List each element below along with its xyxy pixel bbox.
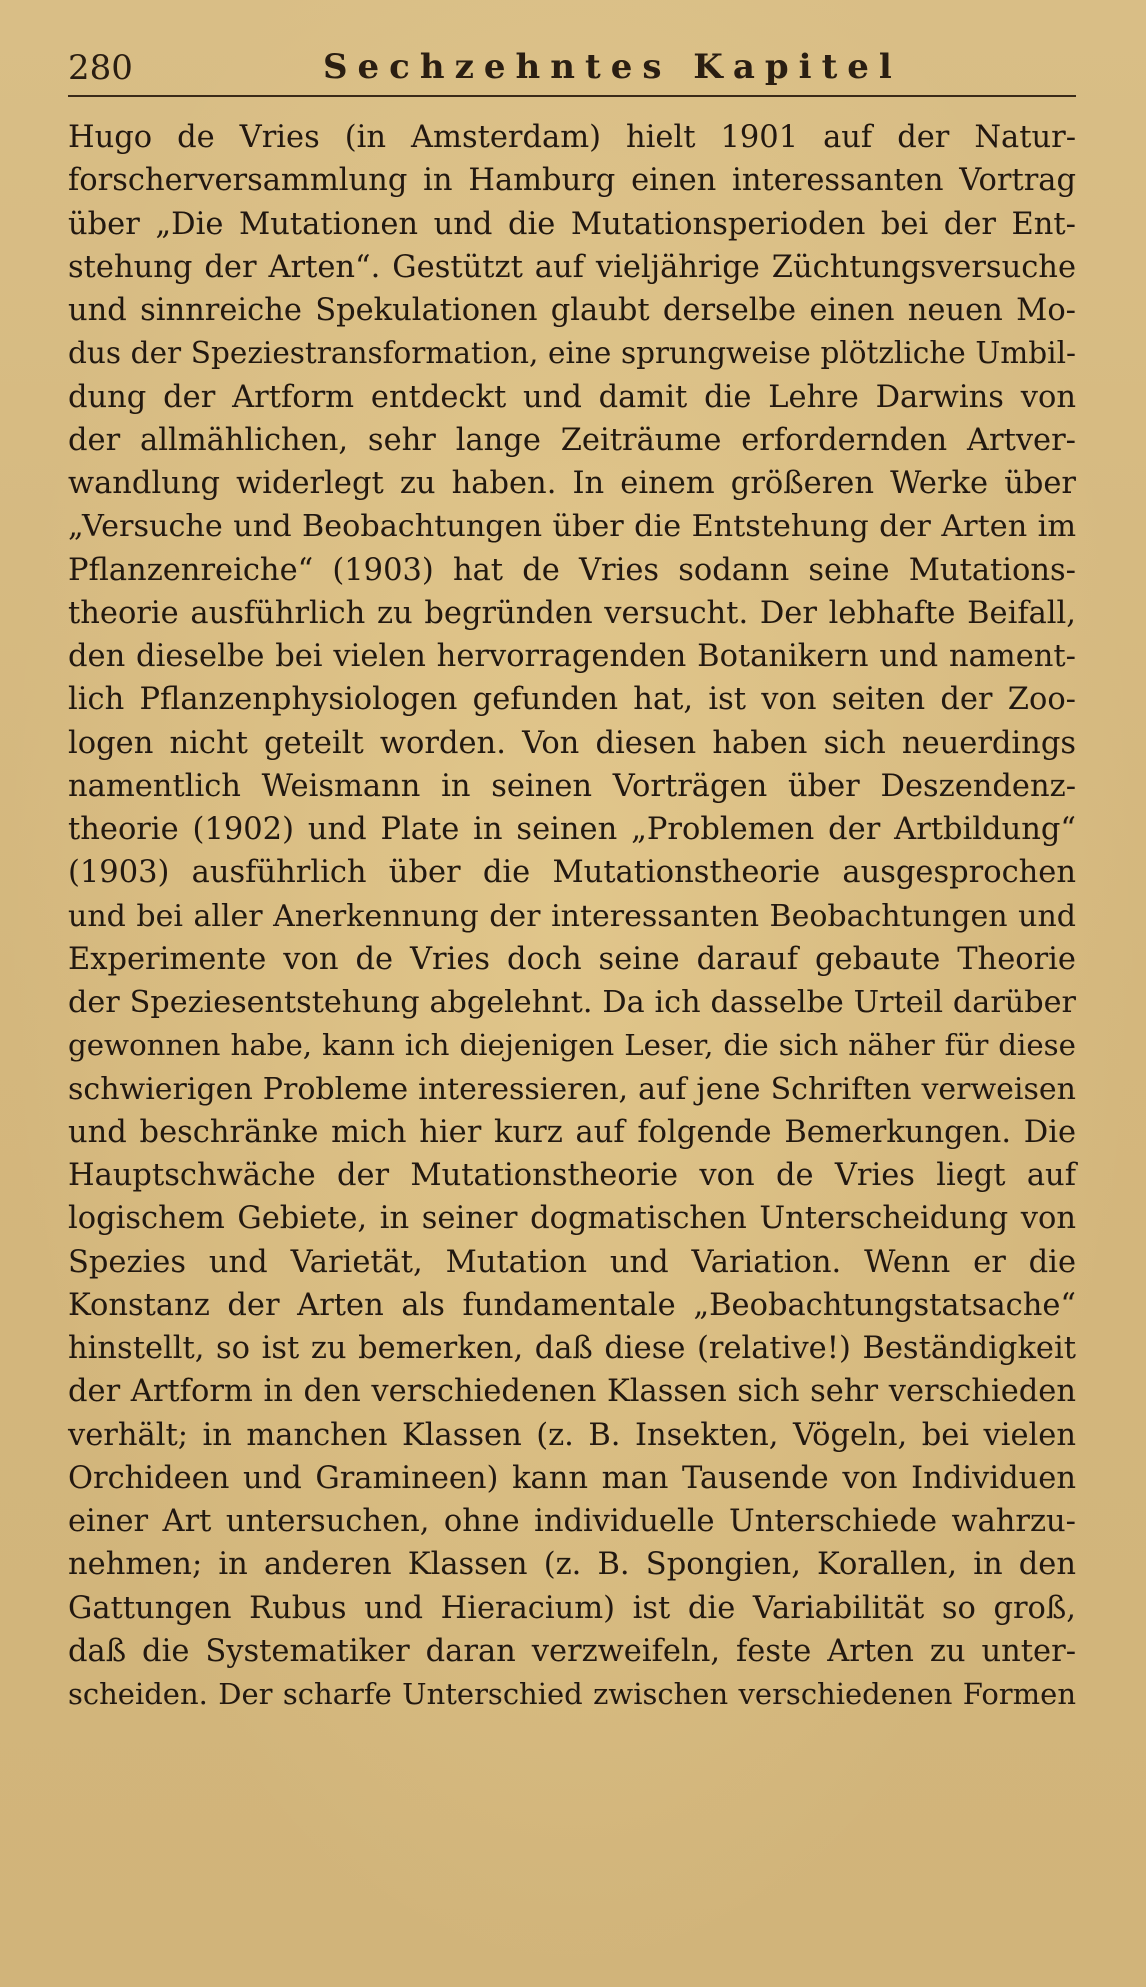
text-line: und sinnreiche Spekulationen glaubt derselbe einen neuen Mo- — [68, 293, 1076, 328]
text-line: über „Die Mutationen und die Mutationsperioden bei der Ent- — [68, 206, 1076, 242]
body-text — [68, 116, 1076, 1716]
page-header — [68, 46, 1076, 92]
text-line: Experimente von de Vries doch seine darauf gebaute Theorie — [68, 941, 1076, 977]
text-line: gewonnen habe, kann ich diejenigen Leser, die sich näher für diese — [68, 1028, 1076, 1063]
text-line: und beschränke mich hier kurz auf folgende Bemerkungen. Die — [68, 1114, 1076, 1150]
text-line: logen nicht geteilt worden. Von diesen haben sich neuerdings — [68, 725, 1076, 761]
text-line: lich Pflanzenphysiologen gefunden hat, ist von seiten der Zoo- — [68, 682, 1076, 718]
text-line: und bei aller Anerkennung der interessanten Beobachtungen und — [68, 898, 1076, 934]
text-line: hinstellt, so ist zu bemerken, daß diese (relative!) Beständigkeit — [68, 1331, 1076, 1366]
text-line: der allmählichen, sehr lange Zeiträume erfordernden Artver- — [68, 422, 1076, 458]
text-line: wandlung widerlegt zu haben. In einem größeren Werke über — [68, 466, 1076, 501]
text-line: Pflanzenreiche“ (1903) hat de Vries sodann seine Mutations- — [68, 552, 1076, 588]
text-line: den dieselbe bei vielen hervorragenden Botanikern und nament- — [68, 639, 1076, 674]
text-line: forscherversammlung in Hamburg einen interessanten Vortrag — [68, 163, 1076, 199]
text-line: Hauptschwäche der Mutationstheorie von de Vries liegt auf — [68, 1158, 1076, 1193]
text-line: (1903) ausführlich über die Mutationstheorie ausgesprochen — [68, 855, 1076, 891]
text-line: namentlich Weismann in seinen Vorträgen über Deszendenz- — [68, 768, 1076, 804]
text-line: dung der Artform entdeckt und damit die Lehre Darwins von — [68, 379, 1076, 415]
text-line: dus der Speziestransformation, eine sprungweise plötzliche Umbil- — [68, 336, 1076, 371]
text-line: Hugo de Vries (in Amsterdam) hielt 1901 auf der Natur- — [68, 120, 1076, 155]
text-line: „Versuche und Beobachtungen über die Entstehung der Arten im — [68, 509, 1076, 545]
text-line: scheiden. Der scharfe Unterschied zwischen verschiedenen Formen — [68, 1677, 1076, 1711]
text-line: Gattungen Rubus und Hieracium) ist die Variabilität so groß, — [68, 1590, 1076, 1626]
running-head: Sechzehntes Kapitel — [323, 47, 902, 87]
text-line: Konstanz der Arten als fundamentale „Beobachtungstatsache“ — [68, 1287, 1076, 1323]
text-line: theorie ausführlich zu begründen versucht. Der lebhafte Beifall, — [68, 595, 1076, 631]
page-number: 280 — [68, 48, 133, 88]
text-line: der Speziesentstehung abgelehnt. Da ich dasselbe Urteil darüber — [68, 985, 1076, 1020]
text-line: Spezies und Varietät, Mutation und Variation. Wenn er die — [68, 1244, 1076, 1280]
text-line: der Artform in den verschiedenen Klassen sich sehr verschieden — [68, 1374, 1076, 1410]
text-line: nehmen; in anderen Klassen (z. B. Spongien, Korallen, in den — [68, 1547, 1076, 1583]
text-line: daß die Systematiker daran verzweifeln, feste Arten zu unter- — [68, 1633, 1076, 1669]
text-line: einer Art untersuchen, ohne individuelle Unterschiede wahrzu- — [68, 1504, 1076, 1539]
header-rule — [68, 95, 1076, 97]
text-line: Orchideen und Gramineen) kann man Tausende von Individuen — [68, 1460, 1076, 1496]
text-line: schwierigen Probleme interessieren, auf jene Schriften verweisen — [68, 1071, 1076, 1107]
text-line: theorie (1902) und Plate in seinen „Problemen der Artbildung“ — [68, 812, 1076, 847]
text-line: verhält; in manchen Klassen (z. B. Insekten, Vögeln, bei vielen — [68, 1417, 1076, 1453]
text-line: stehung der Arten“. Gestützt auf vieljährige Züchtungsversuche — [68, 249, 1076, 285]
text-line: logischem Gebiete, in seiner dogmatischen Unterscheidung von — [68, 1201, 1076, 1237]
